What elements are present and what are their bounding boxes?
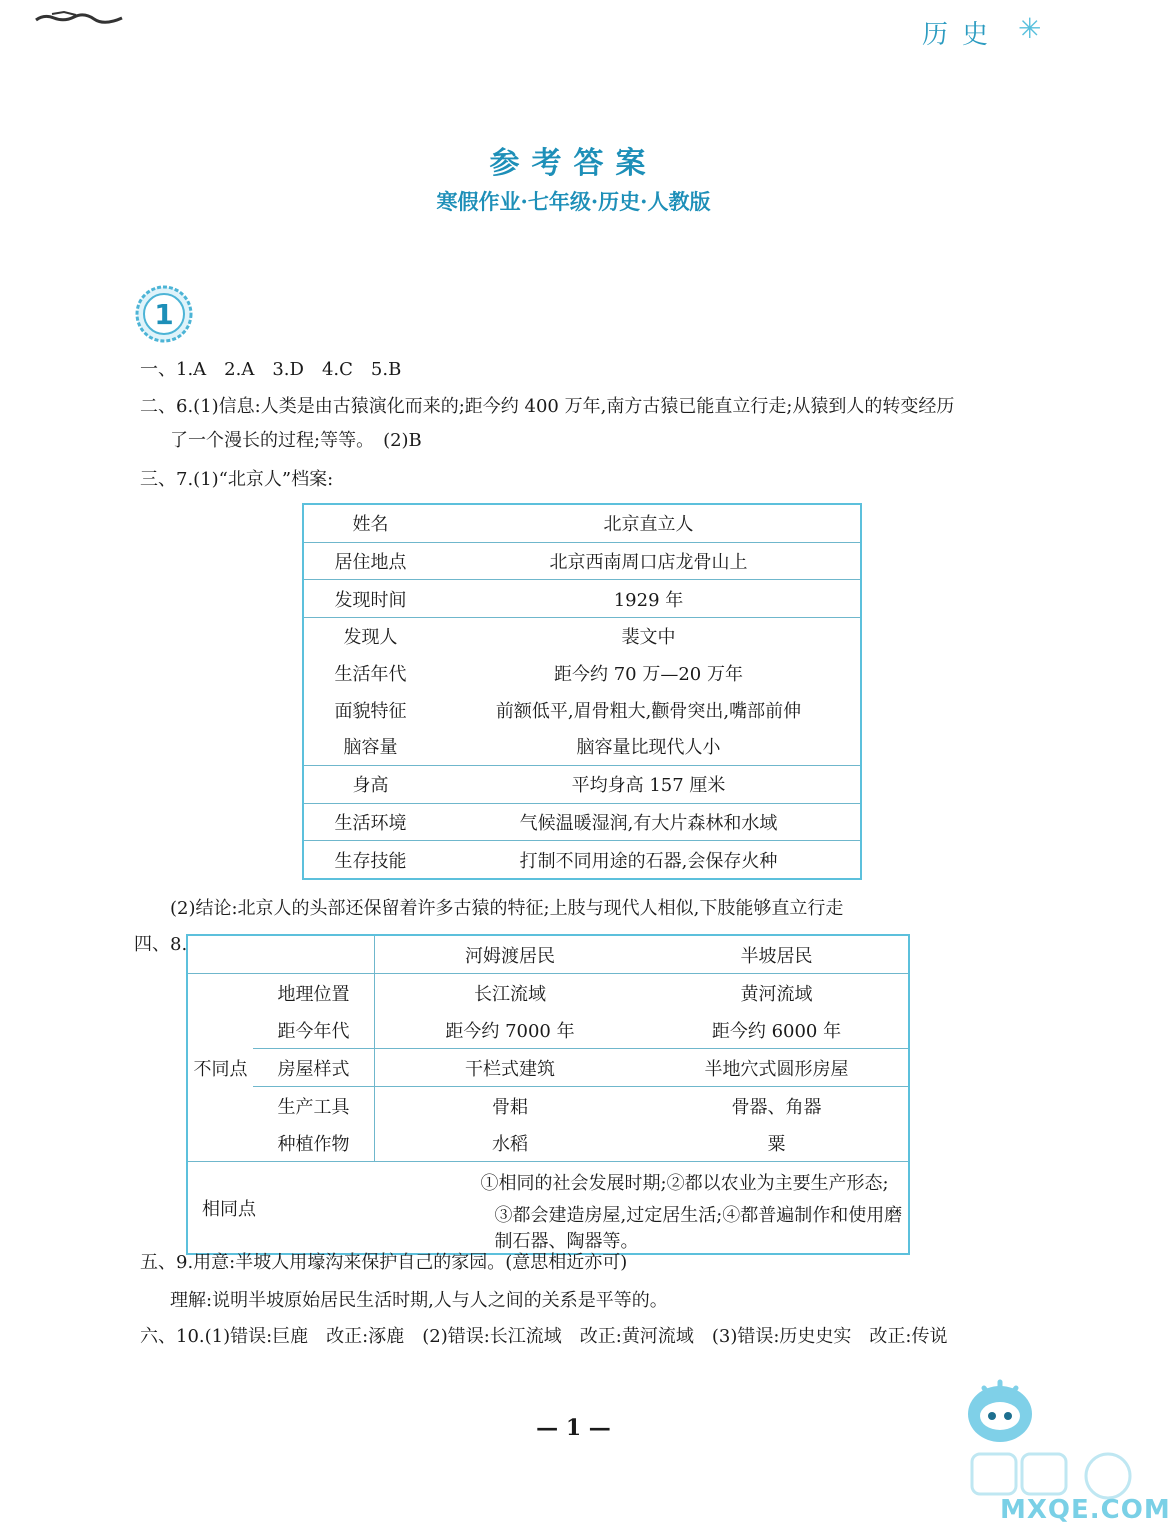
table-row: 相同点 ①相同的社会发展时期;②都以农业为主要生产形态; [187,1162,909,1202]
diff-label: 不同点 [187,974,253,1162]
page-title: 参考答案 [489,146,658,181]
answer-q3-conclusion: (2)结论:北京人的头部还保留着许多古猿的特征;上肢与现代人相似,下肢能够直立行走 [170,898,844,919]
table-row: ③都会建造房屋,过定居生活;④都普遍制作和使用磨制石器、陶器等。 [494,1205,903,1252]
table-row: 生存技能 打制不同用途的石器,会保存火种 [334,850,778,872]
table-row: 生产工具 骨耜 骨器、角器 [187,1087,909,1125]
table-row: 居住地点 北京西南周口店龙骨山上 [303,542,861,580]
table-row: 距今年代 距今约 7000 年 距今约 6000 年 [187,1011,909,1049]
scan-smudge [34,8,124,24]
table-header-row [187,935,909,974]
table-row: 生活环境 气候温暖湿润,有大片森林和水域 [303,803,861,841]
table-row: 种植作物 水稻 粟 [187,1124,909,1162]
answer-q5-line2: 理解:说明半坡原始居民生活时期,人与人之间的关系是平等的。 [170,1290,668,1311]
answer-q2-line2: 了一个漫长的过程;等等。 (2)B [170,430,422,451]
table-row: 发现人 裴文中 [343,627,676,649]
answer-q5-line1: 五、9.用意:半坡人用壕沟来保护自己的家园。(意思相近亦可) [140,1252,628,1273]
table-row: 身高 平均身高 157 厘米 [303,765,861,803]
table-row: 姓名 北京直立人 [303,504,861,542]
answer-q1: 一、1.A 2.A 3.D 4.C 5.B [140,359,402,380]
watermark-text: MXQE.COM [1000,1495,1171,1525]
section-badge-number: 1 [154,298,174,331]
answer-q2-line1: 二、6.(1)信息:人类是由古猿演化而来的;距今约 400 万年,南方古猿已能直立行走;从猿到人的转变经历 [140,396,955,417]
table-row: 面貌特征 前额低平,眉骨粗大,颧骨突出,嘴部前伸 [334,700,802,722]
peking-man-table [302,503,862,880]
comparison-table [186,934,910,1255]
page-number: — 1 — [536,1415,611,1441]
mascot-icon [962,1374,1038,1450]
answer-q3: 三、7.(1)“北京人”档案: [140,469,334,490]
answer-q6: 六、10.(1)错误:巨鹿 改正:涿鹿 (2)错误:长江流域 改正:黄河流域 (3)错误:历史史实 改正:传说 [140,1326,948,1347]
table-row: 不同点 地理位置 长江流域 黄河流域 [187,974,909,1012]
same-label: 相同点 [202,1198,256,1220]
column-header: 半坡居民 [645,935,909,974]
answer-q4-label: 四、8. [134,934,188,955]
page-subtitle: 寒假作业·七年级·历史·人教版 [436,189,711,214]
table-row: 脑容量 脑容量比现代人小 [303,728,861,765]
snowflake-icon: ✳ [1018,12,1042,45]
table-row: 发现时间 1929 年 [303,580,861,618]
column-header: 河姆渡居民 [375,935,646,974]
table-row: 生活年代 距今约 70 万—20 万年 [334,664,743,686]
section-badge-icon [134,284,194,344]
header-subject: 历史 [922,20,1003,50]
table-row: 房屋样式 干栏式建筑 半地穴式圆形房屋 [187,1049,909,1087]
